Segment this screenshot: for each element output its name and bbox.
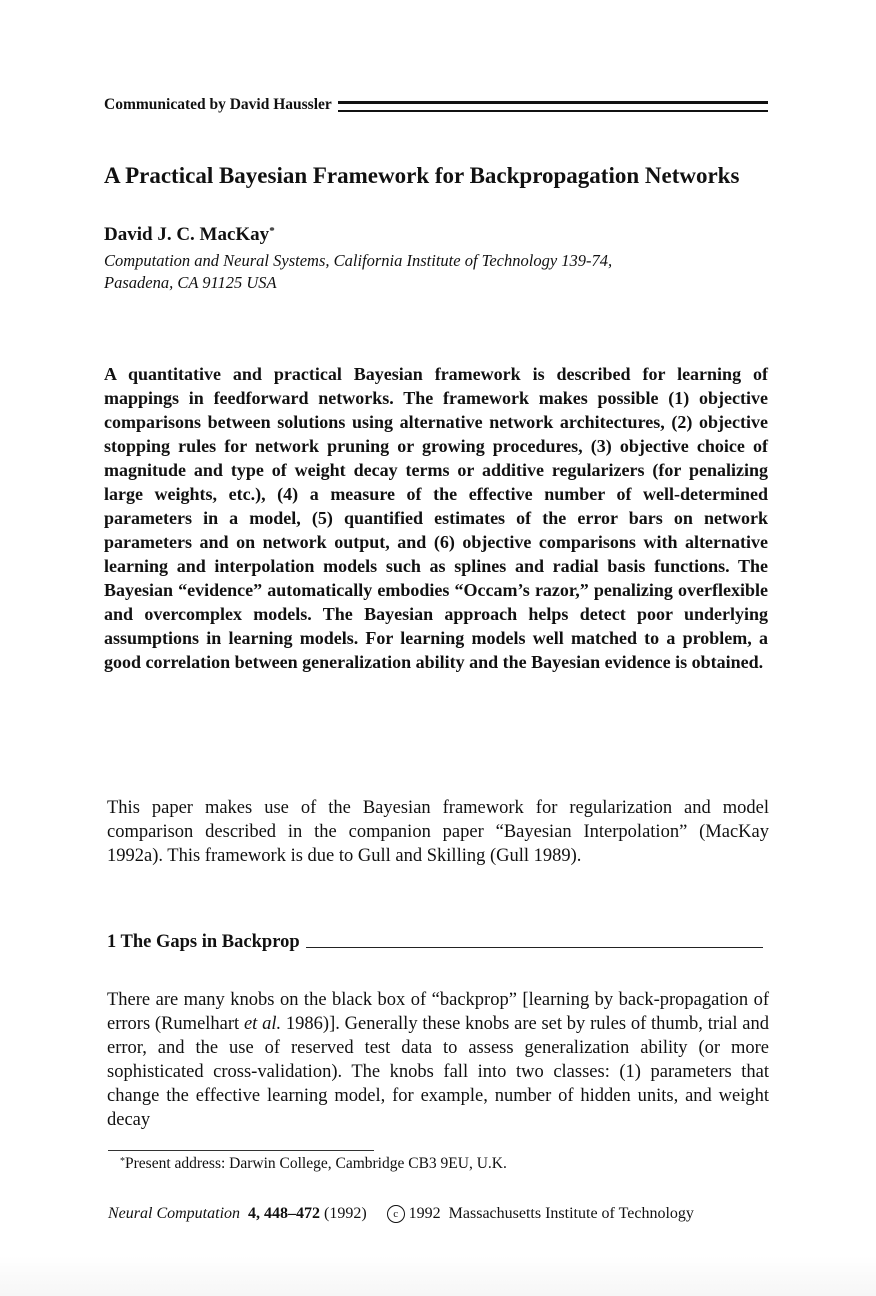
- header-double-rule: [338, 101, 768, 112]
- copyright: [387, 1205, 441, 1222]
- author-footnote-mark: *: [269, 225, 275, 237]
- volume-pages: 4, 448–472: [248, 1205, 321, 1222]
- copyright-icon: c: [387, 1205, 405, 1223]
- footnote-mark: *: [120, 1156, 125, 1167]
- abstract: A quantitative and practical Bayesian framework is described for learning of mappings in feedforward networks. The framework makes possible (1) objective comparisons between solutions using alternative network architectures, (2) objective stopping rules for network pruning or growing procedures, (3) objective choice of magnitude and type of weight decay terms or additive regularizers (for penalizing large weights, etc.), (4) a measure of the effective number of well-determined parameters in a model, (5) quantified estimates of the error bars on network parameters and on network output, and (6) objective comparisons with alternative learning and interpolation models such as splines and radial basis functions. The Bayesian “evidence” automatically embodies “Occam’s razor,” penalizing overflexible and overcomplex models. The Bayesian approach helps detect poor underlying assumptions in learning models. For learning models well matched to a problem, a good correlation between generalization ability and the Bayesian evidence is obtained.: [104, 364, 768, 672]
- paper-title: A Practical Bayesian Framework for Backpropagation Networks: [104, 163, 740, 188]
- section-heading-text: 1 The Gaps in Backprop: [107, 932, 300, 952]
- section-1-paragraph: [107, 988, 769, 1132]
- section-heading: [107, 932, 763, 953]
- paragraph-text-part-2: 1986)]. Generally these knobs are set by rules of thumb, trial and error, and the use of reserved test data to assess generalization ability (or more sophisticated cross-validation). The knobs fall into two classes: (1) parameters that change the effective learning model, for example, number of hidden units, and weight decay: [107, 1014, 769, 1130]
- affiliation-line-2: Pasadena, CA 91125 USA: [104, 273, 277, 292]
- et-al-italic: et al.: [243, 1014, 282, 1034]
- paragraph-text-part-1: There are many knobs on the black box of “backprop” [learning by back-propagation of errors (Rumelhart: [107, 990, 769, 1034]
- footnote-text: Present address: Darwin College, Cambridge CB3 9EU, U.K.: [125, 1155, 507, 1172]
- journal-name: Neural Computation: [108, 1205, 241, 1222]
- copyright-year: 1992: [408, 1205, 441, 1222]
- communicated-by-header: [104, 96, 768, 114]
- section-heading-rule: [306, 947, 763, 948]
- page-bottom-shade: [0, 1256, 876, 1296]
- citation-year: (1992): [320, 1205, 367, 1222]
- communicated-by-text: Communicated by David Haussler: [104, 96, 332, 113]
- footnote: [120, 1155, 507, 1173]
- author-affiliation: [104, 250, 744, 294]
- author-name: [104, 224, 275, 246]
- journal-citation: [108, 1205, 778, 1223]
- footnote-divider: [108, 1150, 374, 1151]
- intro-paragraph: This paper makes use of the Bayesian framework for regularization and model comparison described in the companion paper “Bayesian Interpolation” (MacKay 1992a). This framework is due to Gull and Skilling (Gull 1989).: [107, 798, 769, 866]
- author-name-text: David J. C. MacKay: [104, 224, 270, 245]
- affiliation-line-1: Computation and Neural Systems, California Institute of Technology 139-74,: [104, 251, 613, 270]
- copyright-organization: Massachusetts Institute of Technology: [448, 1205, 694, 1222]
